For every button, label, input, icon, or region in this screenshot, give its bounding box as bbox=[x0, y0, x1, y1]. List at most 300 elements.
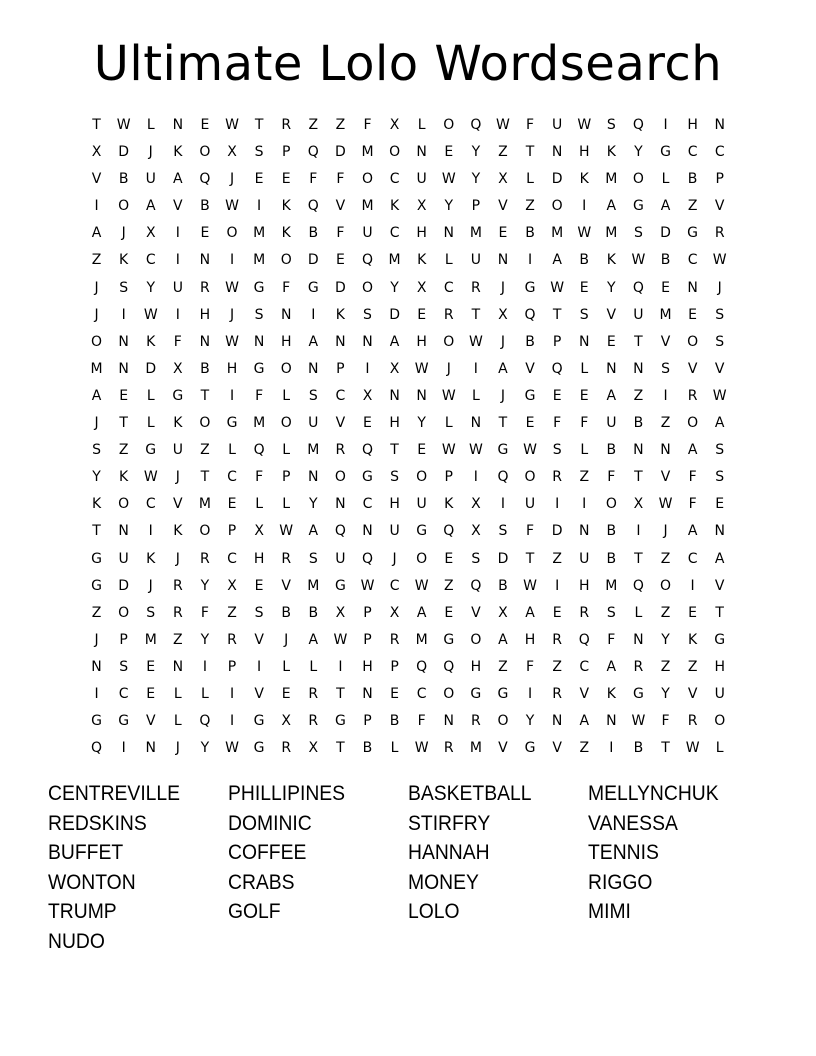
grid-letter: L bbox=[444, 415, 453, 432]
grid-letter: M bbox=[551, 225, 564, 242]
grid-letter: O bbox=[605, 496, 617, 513]
grid-letter: R bbox=[552, 631, 562, 648]
grid-letter: E bbox=[444, 604, 454, 621]
word-list-item: PHILLIPINES bbox=[228, 782, 346, 805]
grid-letter: C bbox=[443, 279, 454, 296]
grid-letter: J bbox=[175, 550, 180, 567]
grid-letter: V bbox=[714, 577, 725, 594]
grid-letter: S bbox=[715, 306, 725, 323]
grid-letter: V bbox=[660, 333, 671, 350]
grid-letter: B bbox=[525, 225, 535, 242]
grid-letter: Q bbox=[361, 252, 373, 269]
grid-letter: G bbox=[524, 740, 536, 757]
grid-letter: W bbox=[550, 279, 565, 296]
grid-letter: R bbox=[687, 387, 698, 404]
grid-letter: I bbox=[663, 387, 668, 404]
grid-letter: I bbox=[257, 658, 262, 675]
grid-letter: Z bbox=[633, 387, 644, 404]
grid-row bbox=[83, 194, 734, 221]
grid-letter: J bbox=[500, 387, 506, 404]
grid-letter: H bbox=[253, 550, 265, 567]
grid-letter: G bbox=[524, 279, 536, 296]
grid-letter: F bbox=[607, 469, 616, 486]
grid-letter: N bbox=[714, 523, 725, 540]
grid-letter: T bbox=[390, 442, 399, 459]
grid-letter: D bbox=[307, 252, 319, 269]
grid-letter: B bbox=[687, 171, 698, 188]
grid-letter: V bbox=[281, 577, 291, 594]
grid-letter: V bbox=[687, 685, 698, 702]
grid-letter: E bbox=[444, 550, 454, 567]
word-list bbox=[48, 780, 788, 958]
word-list-item: MONEY bbox=[408, 870, 479, 894]
grid-letter: M bbox=[307, 577, 320, 594]
grid-letter: L bbox=[282, 496, 291, 513]
grid-letter: T bbox=[119, 415, 128, 432]
grid-letter: U bbox=[470, 252, 481, 269]
grid-letter: T bbox=[336, 685, 345, 702]
grid-letter: T bbox=[336, 740, 345, 757]
grid-letter: E bbox=[552, 387, 562, 404]
grid-letter: O bbox=[280, 415, 292, 432]
grid-letter: O bbox=[632, 171, 644, 188]
grid-letter: W bbox=[225, 198, 239, 215]
grid-letter: L bbox=[634, 604, 643, 621]
grid-letter: A bbox=[389, 333, 400, 350]
grid-letter: U bbox=[362, 225, 373, 242]
grid-letter: L bbox=[471, 387, 480, 404]
grid-letter: Y bbox=[661, 685, 670, 702]
letter-grid bbox=[83, 113, 734, 763]
grid-letter: V bbox=[714, 360, 725, 377]
grid-letter: G bbox=[307, 279, 319, 296]
grid-letter: Q bbox=[443, 523, 455, 540]
grid-letter: M bbox=[90, 360, 103, 377]
grid-letter: Y bbox=[146, 279, 156, 296]
grid-letter: W bbox=[496, 117, 510, 133]
grid-letter: G bbox=[416, 523, 428, 540]
grid-letter: S bbox=[498, 523, 508, 540]
grid-letter: L bbox=[417, 117, 426, 133]
grid-letter: F bbox=[417, 713, 426, 730]
grid-letter: E bbox=[661, 279, 670, 296]
grid-letter: T bbox=[634, 550, 643, 567]
grid-letter: Y bbox=[200, 577, 210, 594]
grid-letter: J bbox=[94, 306, 99, 323]
grid-letter: H bbox=[524, 631, 536, 648]
grid-letter: Q bbox=[551, 360, 563, 377]
grid-letter: O bbox=[361, 171, 373, 188]
grid-letter: Z bbox=[660, 550, 671, 567]
grid-letter: O bbox=[497, 713, 509, 730]
grid-letter: L bbox=[715, 740, 724, 757]
grid-letter: G bbox=[91, 577, 102, 594]
grid-letter: W bbox=[225, 117, 239, 133]
grid-letter: J bbox=[500, 279, 506, 296]
grid-letter: L bbox=[201, 685, 209, 702]
grid-letter: G bbox=[334, 577, 346, 594]
grid-letter: O bbox=[334, 469, 346, 486]
grid-letter: Y bbox=[471, 144, 481, 161]
grid-letter: S bbox=[254, 604, 264, 621]
grid-letter: P bbox=[390, 658, 399, 675]
grid-letter: X bbox=[498, 306, 508, 323]
grid-letter: M bbox=[144, 631, 157, 648]
grid-letter: Z bbox=[91, 604, 102, 621]
grid-letter: K bbox=[389, 198, 400, 215]
grid-letter: W bbox=[441, 442, 456, 459]
word-list-item: CRABS bbox=[228, 870, 295, 894]
grid-letter: Z bbox=[525, 198, 535, 215]
grid-letter: V bbox=[552, 740, 562, 757]
grid-letter: F bbox=[580, 415, 589, 432]
grid-letter: S bbox=[146, 604, 156, 621]
grid-letter: Z bbox=[498, 144, 508, 161]
grid-letter: G bbox=[253, 713, 265, 730]
grid-letter: T bbox=[552, 306, 562, 323]
grid-letter: H bbox=[389, 496, 400, 513]
grid-letter: Z bbox=[173, 631, 183, 648]
grid-letter: R bbox=[470, 279, 481, 296]
grid-letter: N bbox=[714, 117, 725, 133]
grid-letter: U bbox=[335, 550, 346, 567]
grid-letter: A bbox=[579, 713, 590, 730]
grid-letter: T bbox=[525, 144, 535, 161]
word-list-item: VANESSA bbox=[588, 811, 678, 835]
grid-letter: B bbox=[606, 442, 617, 459]
grid-letter: P bbox=[281, 144, 291, 161]
grid-letter: F bbox=[336, 171, 345, 188]
grid-letter: X bbox=[91, 144, 102, 161]
grid-letter: L bbox=[228, 442, 236, 459]
grid-letter: A bbox=[308, 333, 319, 350]
grid-letter: K bbox=[146, 333, 156, 350]
grid-letter: I bbox=[229, 713, 235, 730]
word-list-item: TENNIS bbox=[588, 841, 659, 865]
grid-letter: V bbox=[254, 685, 264, 702]
grid-letter: R bbox=[579, 604, 590, 621]
grid-letter: S bbox=[308, 550, 318, 567]
grid-letter: I bbox=[663, 117, 668, 133]
grid-letter: Y bbox=[634, 144, 643, 161]
grid-letter: X bbox=[389, 604, 400, 621]
grid-letter: B bbox=[281, 604, 291, 621]
grid-letter: L bbox=[282, 387, 291, 404]
grid-letter: D bbox=[497, 550, 509, 567]
grid-letter: U bbox=[118, 550, 129, 567]
grid-letter: P bbox=[227, 523, 237, 540]
grid-letter: O bbox=[416, 550, 428, 567]
grid-letter: N bbox=[497, 252, 509, 269]
grid-letter: B bbox=[498, 577, 508, 594]
grid-letter: R bbox=[470, 713, 481, 730]
grid-letter: G bbox=[497, 685, 509, 702]
grid-row bbox=[83, 574, 734, 601]
grid-letter: J bbox=[175, 740, 180, 757]
grid-letter: E bbox=[552, 604, 562, 621]
grid-letter: Z bbox=[443, 577, 454, 594]
grid-letter: U bbox=[579, 550, 590, 567]
grid-letter: F bbox=[255, 387, 264, 404]
grid-letter: R bbox=[443, 740, 454, 757]
grid-letter: N bbox=[172, 658, 184, 675]
grid-letter: A bbox=[714, 550, 725, 567]
grid-letter: O bbox=[199, 415, 211, 432]
grid-letter: Z bbox=[498, 658, 508, 675]
grid-letter: O bbox=[199, 144, 211, 161]
grid-letter: S bbox=[715, 469, 725, 486]
grid-letter: U bbox=[552, 117, 563, 133]
grid-letter: W bbox=[225, 740, 239, 757]
grid-letter: W bbox=[414, 360, 429, 377]
grid-letter: N bbox=[551, 144, 563, 161]
grid-letter: H bbox=[714, 658, 725, 675]
grid-letter: Z bbox=[687, 658, 698, 675]
grid-letter: U bbox=[308, 415, 319, 432]
grid-letter: V bbox=[254, 631, 264, 648]
grid-letter: N bbox=[606, 360, 617, 377]
grid-letter: M bbox=[361, 144, 374, 161]
grid-letter: Q bbox=[632, 279, 644, 296]
grid-letter: O bbox=[280, 360, 292, 377]
word-list-item: BASKETBALL bbox=[408, 782, 532, 805]
grid-letter: Q bbox=[470, 117, 482, 133]
grid-letter: I bbox=[500, 496, 506, 513]
grid-letter: C bbox=[145, 252, 156, 269]
grid-letter: M bbox=[605, 171, 618, 188]
word-list-item: MELLYNCHUK bbox=[588, 782, 719, 805]
word-list-item: MIMI bbox=[588, 900, 631, 924]
grid-letter: Y bbox=[444, 198, 454, 215]
grid-letter: T bbox=[471, 306, 481, 323]
grid-letter: G bbox=[524, 387, 536, 404]
grid-letter: R bbox=[200, 279, 210, 296]
grid-letter: A bbox=[552, 252, 562, 269]
grid-letter: I bbox=[229, 252, 235, 269]
word-list-item: REDSKINS bbox=[48, 811, 147, 835]
grid-letter: O bbox=[91, 333, 103, 350]
grid-letter: Z bbox=[308, 117, 319, 133]
grid-letter: J bbox=[148, 144, 153, 161]
grid-letter: Z bbox=[552, 550, 562, 567]
grid-letter: P bbox=[119, 631, 128, 648]
grid-letter: R bbox=[172, 577, 183, 594]
grid-letter: T bbox=[200, 469, 210, 486]
grid-letter: A bbox=[308, 523, 319, 540]
grid-letter: I bbox=[121, 306, 126, 323]
grid-letter: G bbox=[145, 442, 157, 459]
grid-letter: E bbox=[579, 387, 589, 404]
grid-letter: N bbox=[578, 523, 590, 540]
grid-letter: R bbox=[443, 306, 454, 323]
grid-letter: J bbox=[121, 225, 126, 242]
grid-letter: U bbox=[524, 496, 536, 513]
grid-letter: Q bbox=[91, 740, 103, 757]
grid-letter: R bbox=[281, 117, 292, 133]
grid-letter: G bbox=[443, 631, 455, 648]
grid-letter: O bbox=[280, 252, 292, 269]
grid-letter: O bbox=[470, 631, 482, 648]
grid-letter: S bbox=[606, 117, 616, 133]
grid-letter: Y bbox=[92, 469, 101, 486]
grid-letter: R bbox=[308, 713, 319, 730]
grid-letter: W bbox=[468, 333, 483, 350]
grid-letter: E bbox=[444, 144, 454, 161]
grid-letter: Q bbox=[578, 631, 590, 648]
grid-letter: K bbox=[606, 685, 616, 702]
grid-letter: E bbox=[498, 225, 508, 242]
grid-letter: N bbox=[362, 333, 373, 350]
grid-letter: S bbox=[633, 225, 643, 242]
grid-letter: X bbox=[335, 604, 346, 621]
grid-letter: P bbox=[363, 604, 372, 621]
grid-letter: J bbox=[94, 415, 99, 432]
grid-letter: Y bbox=[390, 279, 399, 296]
grid-letter: W bbox=[441, 171, 456, 188]
grid-letter: Q bbox=[416, 658, 428, 675]
grid-letter: I bbox=[582, 496, 587, 513]
grid-letter: I bbox=[175, 225, 180, 242]
grid-letter: C bbox=[145, 496, 156, 513]
grid-letter: Q bbox=[497, 469, 509, 486]
grid-letter: E bbox=[200, 117, 210, 133]
grid-letter: K bbox=[606, 144, 616, 161]
grid-letter: Q bbox=[443, 658, 455, 675]
grid-letter: B bbox=[308, 604, 319, 621]
grid-letter: N bbox=[362, 685, 373, 702]
grid-letter: I bbox=[527, 685, 533, 702]
grid-letter: X bbox=[254, 523, 264, 540]
grid-letter: G bbox=[172, 387, 184, 404]
grid-letter: E bbox=[688, 306, 698, 323]
grid-letter: O bbox=[660, 577, 672, 594]
grid-letter: A bbox=[687, 523, 698, 540]
grid-letter: T bbox=[92, 523, 101, 540]
grid-letter: N bbox=[389, 387, 400, 404]
grid-letter: O bbox=[118, 198, 130, 215]
grid-letter: N bbox=[308, 469, 319, 486]
grid-letter: N bbox=[145, 740, 156, 757]
grid-letter: J bbox=[94, 279, 99, 296]
grid-letter: N bbox=[633, 631, 644, 648]
word-list-item: STIRFRY bbox=[408, 811, 491, 835]
grid-letter: V bbox=[498, 198, 508, 215]
grid-letter: C bbox=[362, 496, 373, 513]
grid-letter: V bbox=[173, 198, 183, 215]
grid-letter: Q bbox=[632, 577, 644, 594]
grid-letter: C bbox=[687, 144, 698, 161]
grid-letter: M bbox=[469, 740, 482, 757]
grid-letter: I bbox=[229, 387, 235, 404]
grid-letter: N bbox=[443, 713, 454, 730]
grid-row bbox=[83, 465, 734, 492]
grid-letter: N bbox=[687, 279, 698, 296]
grid-letter: I bbox=[94, 198, 99, 215]
grid-row bbox=[83, 140, 734, 167]
grid-letter: O bbox=[389, 144, 401, 161]
grid-letter: F bbox=[200, 604, 209, 621]
grid-letter: C bbox=[118, 685, 129, 702]
grid-letter: L bbox=[173, 685, 182, 702]
grid-letter: B bbox=[606, 523, 617, 540]
grid-letter: I bbox=[175, 252, 180, 269]
grid-row bbox=[83, 519, 734, 546]
grid-letter: I bbox=[311, 306, 316, 323]
grid-letter: J bbox=[717, 279, 722, 296]
grid-letter: C bbox=[416, 685, 427, 702]
grid-letter: O bbox=[551, 198, 563, 215]
grid-letter: S bbox=[579, 306, 589, 323]
grid-letter: W bbox=[712, 252, 727, 269]
grid-row bbox=[83, 492, 734, 519]
grid-letter: I bbox=[94, 685, 99, 702]
grid-letter: S bbox=[363, 306, 372, 323]
grid-letter: A bbox=[525, 604, 535, 621]
grid-letter: Y bbox=[200, 740, 210, 757]
grid-letter: C bbox=[227, 469, 237, 486]
grid-letter: Q bbox=[334, 523, 346, 540]
grid-letter: R bbox=[687, 713, 698, 730]
grid-letter: A bbox=[498, 631, 508, 648]
grid-letter: A bbox=[606, 387, 617, 404]
grid-letter: A bbox=[416, 604, 427, 621]
grid-letter: E bbox=[281, 171, 291, 188]
grid-letter: P bbox=[471, 198, 481, 215]
grid-letter: K bbox=[335, 306, 345, 323]
grid-letter: V bbox=[335, 415, 346, 432]
grid-letter: V bbox=[714, 198, 725, 215]
grid-letter: A bbox=[308, 631, 319, 648]
grid-row bbox=[83, 330, 734, 357]
grid-letter: E bbox=[146, 658, 156, 675]
grid-letter: L bbox=[146, 117, 155, 133]
grid-letter: T bbox=[498, 415, 508, 432]
grid-letter: A bbox=[714, 415, 725, 432]
grid-letter: O bbox=[361, 279, 373, 296]
grid-letter: D bbox=[118, 144, 130, 161]
grid-letter: B bbox=[606, 550, 617, 567]
grid-letter: X bbox=[416, 198, 427, 215]
word-list-item: CENTREVILLE bbox=[48, 782, 181, 805]
grid-letter: A bbox=[660, 198, 671, 215]
grid-row bbox=[83, 276, 734, 303]
grid-letter: Z bbox=[660, 415, 671, 432]
grid-letter: E bbox=[335, 252, 345, 269]
grid-letter: T bbox=[254, 117, 264, 133]
grid-letter: X bbox=[227, 577, 237, 594]
grid-letter: G bbox=[714, 631, 726, 648]
grid-letter: G bbox=[362, 469, 373, 486]
grid-letter: N bbox=[633, 442, 644, 459]
grid-letter: W bbox=[685, 740, 700, 757]
grid-letter: P bbox=[363, 713, 372, 730]
grid-letter: U bbox=[606, 415, 617, 432]
word-list-item: LOLO bbox=[408, 900, 460, 924]
grid-letter: G bbox=[470, 685, 482, 702]
grid-letter: B bbox=[200, 360, 210, 377]
grid-letter: I bbox=[365, 360, 370, 377]
grid-letter: N bbox=[91, 658, 102, 675]
grid-letter: I bbox=[636, 523, 641, 540]
grid-letter: F bbox=[336, 225, 345, 242]
grid-letter: W bbox=[631, 252, 646, 269]
grid-letter: U bbox=[145, 171, 156, 188]
grid-letter: G bbox=[632, 198, 644, 215]
grid-letter: M bbox=[469, 225, 482, 242]
grid-letter: B bbox=[660, 252, 671, 269]
grid-letter: L bbox=[661, 171, 670, 188]
grid-letter: J bbox=[229, 171, 235, 188]
